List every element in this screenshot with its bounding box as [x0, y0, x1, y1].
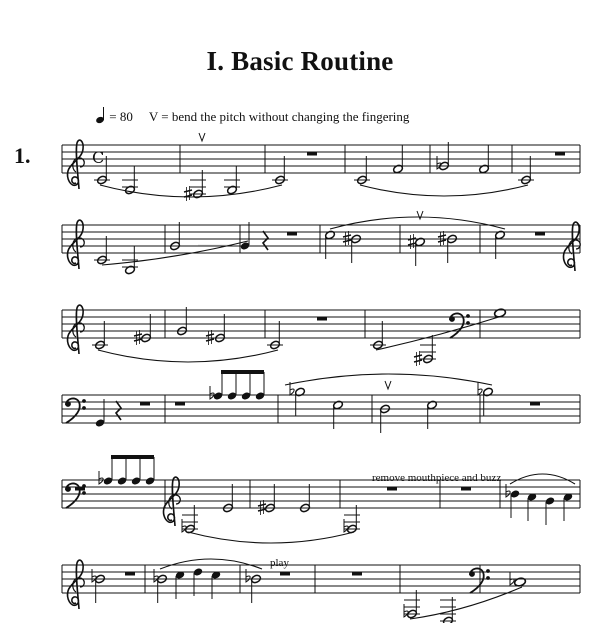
- beam: [221, 370, 264, 374]
- bend-icon: [417, 211, 423, 219]
- tempo-value: = 80: [109, 109, 133, 124]
- rest-icon: [140, 402, 150, 406]
- rest-icon: [280, 572, 290, 576]
- flat-icon: [246, 569, 250, 582]
- flat-icon: [478, 382, 482, 395]
- quarter-rest-icon: [263, 231, 268, 250]
- flat-icon: [210, 386, 214, 399]
- slur: [376, 316, 502, 350]
- treble-clef-icon: [68, 560, 84, 609]
- rest-icon: [75, 487, 85, 491]
- treble-clef-icon: [68, 220, 84, 269]
- slur: [510, 474, 575, 484]
- exercise-number: 1.: [14, 143, 31, 168]
- common-time-icon: C: [92, 148, 105, 167]
- rest-icon: [535, 232, 545, 236]
- rest-icon: [317, 317, 327, 321]
- bend-legend: V = bend the pitch without changing the fingering: [148, 109, 410, 124]
- rest-icon: [307, 152, 317, 156]
- slur: [188, 532, 354, 543]
- flat-icon: [99, 471, 103, 484]
- slur: [330, 217, 505, 229]
- rest-icon: [555, 152, 565, 156]
- page-title: I. Basic Routine: [206, 46, 394, 76]
- bend-icon: [199, 133, 205, 141]
- treble-clef-icon: [164, 477, 180, 526]
- rest-icon: [530, 402, 540, 406]
- treble-clef-icon: [68, 305, 84, 354]
- slur: [98, 350, 278, 362]
- instruction-buzz: remove mouthpiece and buzz: [372, 472, 502, 484]
- instruction-play: play: [270, 557, 289, 569]
- rest-icon: [287, 232, 297, 236]
- flat-icon: [506, 484, 510, 497]
- rest-icon: [387, 487, 397, 491]
- treble-clef-icon: [564, 222, 580, 271]
- treble-clef-icon: [68, 140, 84, 189]
- rest-icon: [125, 572, 135, 576]
- rest-icon: [175, 402, 185, 406]
- bend-icon: [385, 381, 391, 389]
- slur: [285, 374, 492, 385]
- rest-icon: [352, 572, 362, 576]
- flat-icon: [510, 572, 514, 585]
- quarter-rest-icon: [116, 401, 121, 420]
- slur: [160, 559, 262, 569]
- beam: [111, 455, 154, 459]
- rest-icon: [461, 487, 471, 491]
- slur: [410, 587, 522, 619]
- slur: [360, 185, 528, 196]
